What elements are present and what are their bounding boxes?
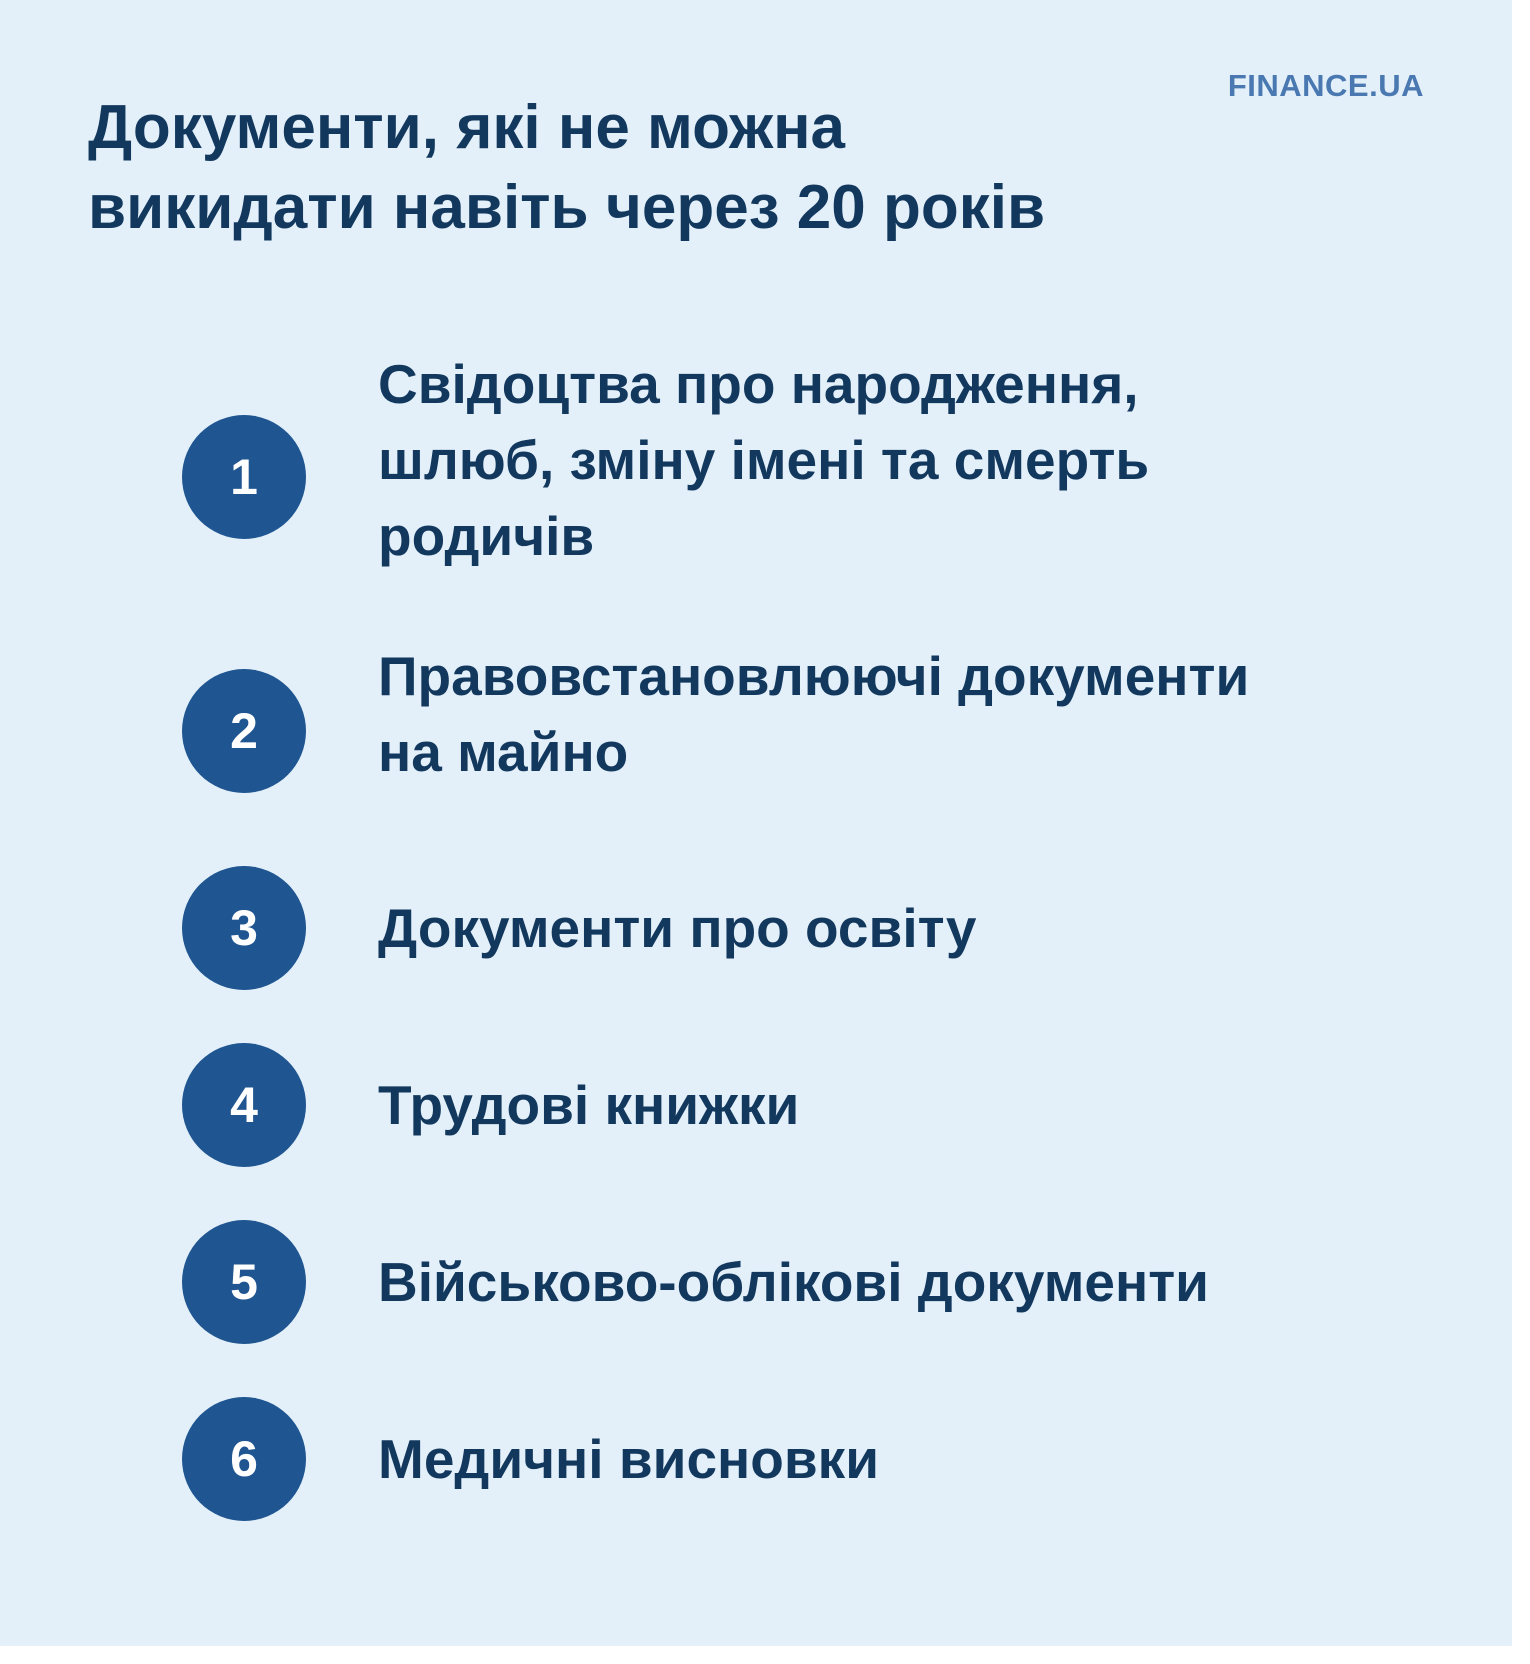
number-label: 1 bbox=[230, 449, 258, 505]
number-label: 5 bbox=[230, 1254, 258, 1310]
number-label: 3 bbox=[230, 900, 258, 956]
item-label: Військово-облікові документи bbox=[378, 1251, 1209, 1313]
number-badge bbox=[182, 1220, 306, 1344]
number-badge bbox=[182, 1043, 306, 1167]
number-badge bbox=[182, 866, 306, 990]
item-label: Правовстановлюючі документи на майно bbox=[378, 645, 1250, 783]
number-badge bbox=[182, 1397, 306, 1521]
item-label: Медичні висновки bbox=[378, 1428, 880, 1490]
item-label: Трудові книжки bbox=[378, 1074, 800, 1136]
number-label: 6 bbox=[230, 1431, 258, 1487]
number-badge bbox=[182, 415, 306, 539]
item-label: Документи про освіту bbox=[378, 897, 977, 959]
number-label: 4 bbox=[230, 1077, 258, 1133]
item-label: Свідоцтва про народження, шлюб, зміну імені та смерть родичів bbox=[378, 353, 1150, 567]
brand-logo: FINANCE.UA bbox=[1227, 68, 1424, 103]
page-title: Документи, які не можна викидати навіть через 20 років bbox=[88, 93, 1046, 242]
number-badge bbox=[182, 669, 306, 793]
number-label: 2 bbox=[230, 703, 258, 759]
